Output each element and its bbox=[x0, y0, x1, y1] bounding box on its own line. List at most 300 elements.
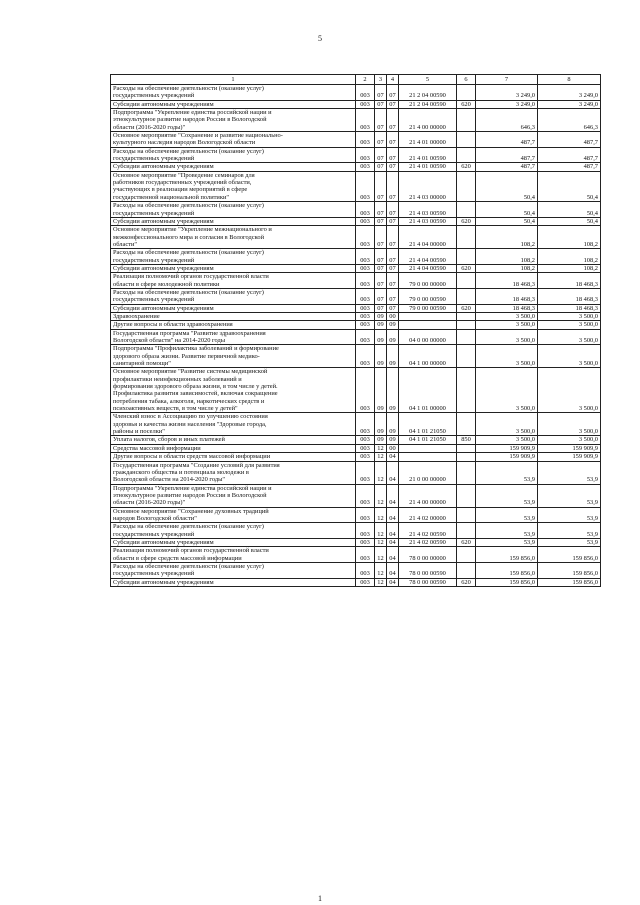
amount-2020-cell: 487,7 bbox=[538, 163, 601, 171]
admin-code-cell: 003 bbox=[356, 578, 375, 586]
amount-2019-cell: 159 856,0 bbox=[476, 547, 538, 563]
expense-type-cell: 620 bbox=[457, 163, 476, 171]
admin-code-cell: 003 bbox=[356, 217, 375, 225]
expense-type-cell: 620 bbox=[457, 100, 476, 108]
subsection-cell: 07 bbox=[387, 288, 399, 304]
target-article-cell: 78 0 00 00000 bbox=[399, 547, 457, 563]
amount-2019-cell: 108,2 bbox=[476, 249, 538, 265]
expense-type-cell bbox=[457, 288, 476, 304]
section-cell: 12 bbox=[375, 507, 387, 523]
table-row bbox=[111, 562, 601, 578]
subsection-cell: 09 bbox=[387, 436, 399, 444]
header-cell: 7 bbox=[476, 75, 538, 85]
target-article-cell bbox=[399, 453, 457, 461]
section-cell: 12 bbox=[375, 444, 387, 452]
admin-code-cell: 003 bbox=[356, 163, 375, 171]
amount-2019-cell: 3 500,0 bbox=[476, 321, 538, 329]
amount-2019-cell: 3 500,0 bbox=[476, 312, 538, 320]
admin-code-cell: 003 bbox=[356, 132, 375, 148]
table-row bbox=[111, 523, 601, 539]
expense-type-cell bbox=[457, 345, 476, 368]
section-cell: 07 bbox=[375, 226, 387, 249]
subsection-cell: 07 bbox=[387, 109, 399, 132]
target-article-cell: 21 4 01 00590 bbox=[399, 163, 457, 171]
admin-code-cell: 003 bbox=[356, 147, 375, 163]
section-cell: 07 bbox=[375, 217, 387, 225]
amount-2019-cell: 159 909,9 bbox=[476, 453, 538, 461]
subsection-cell: 04 bbox=[387, 547, 399, 563]
amount-2020-cell: 159 909,9 bbox=[538, 444, 601, 452]
target-article-cell: 21 4 04 00590 bbox=[399, 249, 457, 265]
amount-2020-cell: 3 249,0 bbox=[538, 85, 601, 101]
target-article-cell: 21 4 03 00000 bbox=[399, 171, 457, 201]
table-row bbox=[111, 163, 601, 171]
subsection-cell: 07 bbox=[387, 85, 399, 101]
admin-code-cell: 003 bbox=[356, 413, 375, 436]
table-row bbox=[111, 217, 601, 225]
subsection-cell: 07 bbox=[387, 147, 399, 163]
row-name-cell: Расходы на обеспечение деятельности (оказание услуг) государственных учреждений bbox=[111, 249, 356, 265]
section-cell: 07 bbox=[375, 273, 387, 289]
section-cell: 12 bbox=[375, 547, 387, 563]
section-cell: 07 bbox=[375, 171, 387, 201]
table-row bbox=[111, 453, 601, 461]
table-row bbox=[111, 538, 601, 546]
section-cell: 07 bbox=[375, 85, 387, 101]
row-name-cell: Расходы на обеспечение деятельности (оказание услуг) государственных учреждений bbox=[111, 147, 356, 163]
row-name-cell: Расходы на обеспечение деятельности (оказание услуг) государственных учреждений bbox=[111, 85, 356, 101]
table-row bbox=[111, 578, 601, 586]
section-cell: 07 bbox=[375, 109, 387, 132]
target-article-cell: 21 0 00 00000 bbox=[399, 461, 457, 484]
table-body bbox=[111, 85, 601, 587]
target-article-cell: 21 4 04 00590 bbox=[399, 264, 457, 272]
subsection-cell: 04 bbox=[387, 453, 399, 461]
target-article-cell: 79 0 00 00590 bbox=[399, 304, 457, 312]
amount-2020-cell: 53,9 bbox=[538, 538, 601, 546]
amount-2020-cell: 53,9 bbox=[538, 484, 601, 507]
row-name-cell: Субсидии автономным учреждениям bbox=[111, 163, 356, 171]
amount-2020-cell: 3 500,0 bbox=[538, 312, 601, 320]
amount-2019-cell: 487,7 bbox=[476, 147, 538, 163]
table-row bbox=[111, 368, 601, 413]
amount-2020-cell: 18 468,3 bbox=[538, 273, 601, 289]
expense-type-cell bbox=[457, 453, 476, 461]
amount-2019-cell: 3 500,0 bbox=[476, 368, 538, 413]
expense-type-cell: 620 bbox=[457, 264, 476, 272]
row-name-cell: Уплата налогов, сборов и иных платежей bbox=[111, 436, 356, 444]
expense-type-cell bbox=[457, 132, 476, 148]
target-article-cell: 04 1 01 00000 bbox=[399, 368, 457, 413]
subsection-cell: 04 bbox=[387, 578, 399, 586]
subsection-cell: 04 bbox=[387, 484, 399, 507]
expense-type-cell bbox=[457, 484, 476, 507]
subsection-cell: 04 bbox=[387, 507, 399, 523]
target-article-cell: 79 0 00 00590 bbox=[399, 288, 457, 304]
admin-code-cell: 003 bbox=[356, 507, 375, 523]
section-cell: 09 bbox=[375, 436, 387, 444]
expense-type-cell bbox=[457, 109, 476, 132]
admin-code-cell: 003 bbox=[356, 345, 375, 368]
expense-type-cell bbox=[457, 523, 476, 539]
amount-2019-cell: 3 500,0 bbox=[476, 329, 538, 345]
amount-2019-cell: 108,2 bbox=[476, 226, 538, 249]
expense-type-cell bbox=[457, 85, 476, 101]
amount-2020-cell: 53,9 bbox=[538, 461, 601, 484]
admin-code-cell: 003 bbox=[356, 85, 375, 101]
section-cell: 07 bbox=[375, 249, 387, 265]
target-article-cell: 21 4 00 00000 bbox=[399, 109, 457, 132]
amount-2019-cell: 3 249,0 bbox=[476, 85, 538, 101]
amount-2019-cell: 18 468,3 bbox=[476, 304, 538, 312]
admin-code-cell: 003 bbox=[356, 226, 375, 249]
amount-2020-cell: 50,4 bbox=[538, 171, 601, 201]
row-name-cell: Реализация полномочий органов государственной власти области в сфере средств массовой информации bbox=[111, 547, 356, 563]
expense-type-cell bbox=[457, 226, 476, 249]
row-name-cell: Расходы на обеспечение деятельности (оказание услуг) государственных учреждений bbox=[111, 202, 356, 218]
row-name-cell: Основное мероприятие "Развитие системы медицинской профилактики неинфекционных заболеваний и формирования здорового образа жизни, в том числе у детей. Профилактика развития зависимостей, включая сокращение потребления табака, алкоголя, наркотических средств и психоактивных веществ, в том числе у детей" bbox=[111, 368, 356, 413]
section-cell: 12 bbox=[375, 484, 387, 507]
admin-code-cell: 003 bbox=[356, 264, 375, 272]
target-article-cell: 21 4 02 00590 bbox=[399, 523, 457, 539]
section-cell: 12 bbox=[375, 453, 387, 461]
amount-2019-cell: 3 249,0 bbox=[476, 100, 538, 108]
admin-code-cell: 003 bbox=[356, 304, 375, 312]
row-name-cell: Расходы на обеспечение деятельности (оказание услуг) государственных учреждений bbox=[111, 288, 356, 304]
row-name-cell: Основное мероприятие "Сохранение духовных традиций народов Вологодской области" bbox=[111, 507, 356, 523]
row-name-cell: Основное мероприятие "Сохранение и развитие национально- культурного наследия народов Вологодской области bbox=[111, 132, 356, 148]
section-cell: 09 bbox=[375, 345, 387, 368]
amount-2019-cell: 3 500,0 bbox=[476, 436, 538, 444]
amount-2020-cell: 108,2 bbox=[538, 264, 601, 272]
header-cell: 3 bbox=[375, 75, 387, 85]
expense-type-cell bbox=[457, 147, 476, 163]
amount-2019-cell: 18 468,3 bbox=[476, 273, 538, 289]
table-header-row bbox=[111, 75, 601, 85]
amount-2020-cell: 53,9 bbox=[538, 523, 601, 539]
admin-code-cell: 003 bbox=[356, 368, 375, 413]
amount-2020-cell: 487,7 bbox=[538, 147, 601, 163]
subsection-cell: 07 bbox=[387, 217, 399, 225]
table-row bbox=[111, 507, 601, 523]
subsection-cell: 07 bbox=[387, 202, 399, 218]
row-name-cell: Основное мероприятие "Проведение семинаров для работников государственных учреждений области, участвующих в реализации мероприятий в сфере государственной национальной политики" bbox=[111, 171, 356, 201]
admin-code-cell: 003 bbox=[356, 321, 375, 329]
admin-code-cell: 003 bbox=[356, 484, 375, 507]
table-row bbox=[111, 461, 601, 484]
expense-type-cell bbox=[457, 413, 476, 436]
subsection-cell: 00 bbox=[387, 312, 399, 320]
target-article-cell bbox=[399, 312, 457, 320]
table-row bbox=[111, 413, 601, 436]
table-row bbox=[111, 321, 601, 329]
target-article-cell: 78 0 00 00590 bbox=[399, 562, 457, 578]
target-article-cell bbox=[399, 321, 457, 329]
section-cell: 09 bbox=[375, 321, 387, 329]
expense-type-cell: 620 bbox=[457, 217, 476, 225]
target-article-cell: 04 1 01 21050 bbox=[399, 413, 457, 436]
admin-code-cell: 003 bbox=[356, 202, 375, 218]
table-row bbox=[111, 264, 601, 272]
table-row bbox=[111, 109, 601, 132]
expense-type-cell bbox=[457, 171, 476, 201]
row-name-cell: Субсидии автономным учреждениям bbox=[111, 304, 356, 312]
admin-code-cell: 003 bbox=[356, 273, 375, 289]
section-cell: 12 bbox=[375, 578, 387, 586]
section-cell: 09 bbox=[375, 329, 387, 345]
admin-code-cell: 003 bbox=[356, 523, 375, 539]
subsection-cell: 09 bbox=[387, 329, 399, 345]
subsection-cell: 07 bbox=[387, 171, 399, 201]
expense-type-cell: 620 bbox=[457, 538, 476, 546]
expense-type-cell: 850 bbox=[457, 436, 476, 444]
expense-type-cell bbox=[457, 562, 476, 578]
amount-2019-cell: 159 909,9 bbox=[476, 444, 538, 452]
amount-2019-cell: 18 468,3 bbox=[476, 288, 538, 304]
section-cell: 07 bbox=[375, 163, 387, 171]
subsection-cell: 07 bbox=[387, 273, 399, 289]
row-name-cell: Субсидии автономным учреждениям bbox=[111, 217, 356, 225]
amount-2020-cell: 108,2 bbox=[538, 226, 601, 249]
amount-2020-cell: 18 468,3 bbox=[538, 288, 601, 304]
admin-code-cell: 003 bbox=[356, 436, 375, 444]
subsection-cell: 09 bbox=[387, 345, 399, 368]
amount-2019-cell: 108,2 bbox=[476, 264, 538, 272]
admin-code-cell: 003 bbox=[356, 100, 375, 108]
admin-code-cell: 003 bbox=[356, 444, 375, 452]
expense-type-cell bbox=[457, 368, 476, 413]
expense-type-cell: 620 bbox=[457, 578, 476, 586]
target-article-cell: 04 1 00 00000 bbox=[399, 345, 457, 368]
amount-2019-cell: 487,7 bbox=[476, 132, 538, 148]
expense-type-cell: 620 bbox=[457, 304, 476, 312]
row-name-cell: Реализация полномочий органов государственной власти области в сфере молодежной политики bbox=[111, 273, 356, 289]
target-article-cell: 21 4 00 00000 bbox=[399, 484, 457, 507]
amount-2020-cell: 3 249,0 bbox=[538, 100, 601, 108]
subsection-cell: 07 bbox=[387, 163, 399, 171]
subsection-cell: 07 bbox=[387, 304, 399, 312]
row-name-cell: Другие вопросы в области средств массовой информации bbox=[111, 453, 356, 461]
section-cell: 12 bbox=[375, 461, 387, 484]
admin-code-cell: 003 bbox=[356, 249, 375, 265]
section-cell: 07 bbox=[375, 288, 387, 304]
target-article-cell: 21 4 03 00590 bbox=[399, 217, 457, 225]
table-row bbox=[111, 304, 601, 312]
amount-2020-cell: 3 500,0 bbox=[538, 368, 601, 413]
row-name-cell: Подпрограмма "Укрепление единства российской нации и этнокультурное развитие народов России в Вологодской области (2016-2020 годы)" bbox=[111, 484, 356, 507]
section-cell: 07 bbox=[375, 202, 387, 218]
target-article-cell: 21 4 01 00590 bbox=[399, 147, 457, 163]
subsection-cell: 07 bbox=[387, 100, 399, 108]
amount-2019-cell: 3 500,0 bbox=[476, 345, 538, 368]
amount-2020-cell: 3 500,0 bbox=[538, 345, 601, 368]
page-number: 5 bbox=[318, 34, 322, 43]
target-article-cell: 79 0 00 00000 bbox=[399, 273, 457, 289]
target-article-cell: 04 1 01 21050 bbox=[399, 436, 457, 444]
amount-2020-cell: 108,2 bbox=[538, 249, 601, 265]
target-article-cell: 78 0 00 00590 bbox=[399, 578, 457, 586]
row-name-cell: Расходы на обеспечение деятельности (оказание услуг) государственных учреждений bbox=[111, 523, 356, 539]
table-row bbox=[111, 85, 601, 101]
table-row bbox=[111, 312, 601, 320]
table-row bbox=[111, 249, 601, 265]
header-cell: 1 bbox=[111, 75, 356, 85]
amount-2020-cell: 159 856,0 bbox=[538, 547, 601, 563]
target-article-cell: 21 4 03 00590 bbox=[399, 202, 457, 218]
footer-mark: 1 bbox=[318, 894, 322, 903]
section-cell: 07 bbox=[375, 132, 387, 148]
admin-code-cell: 003 bbox=[356, 171, 375, 201]
amount-2020-cell: 50,4 bbox=[538, 217, 601, 225]
row-name-cell: Средства массовой информации bbox=[111, 444, 356, 452]
table-row bbox=[111, 484, 601, 507]
amount-2020-cell: 3 500,0 bbox=[538, 329, 601, 345]
row-name-cell: Государственная программа "Создание условий для развития гражданского общества и потенциала молодежи в Вологодской области на 2014-2020 годы" bbox=[111, 461, 356, 484]
amount-2020-cell: 3 500,0 bbox=[538, 321, 601, 329]
expense-type-cell bbox=[457, 329, 476, 345]
subsection-cell: 04 bbox=[387, 538, 399, 546]
amount-2019-cell: 53,9 bbox=[476, 484, 538, 507]
target-article-cell: 21 2 04 00590 bbox=[399, 100, 457, 108]
amount-2019-cell: 50,4 bbox=[476, 217, 538, 225]
table-row bbox=[111, 132, 601, 148]
section-cell: 07 bbox=[375, 100, 387, 108]
amount-2019-cell: 159 856,0 bbox=[476, 562, 538, 578]
row-name-cell: Подпрограмма "Профилактика заболеваний и формирование здорового образа жизни. Развитие первичной медико- санитарной помощи" bbox=[111, 345, 356, 368]
amount-2020-cell: 50,4 bbox=[538, 202, 601, 218]
target-article-cell: 21 4 02 00590 bbox=[399, 538, 457, 546]
amount-2020-cell: 3 500,0 bbox=[538, 413, 601, 436]
admin-code-cell: 003 bbox=[356, 329, 375, 345]
header-cell: 2 bbox=[356, 75, 375, 85]
amount-2020-cell: 646,3 bbox=[538, 109, 601, 132]
budget-table bbox=[110, 74, 601, 587]
row-name-cell: Субсидии автономным учреждениям bbox=[111, 538, 356, 546]
section-cell: 09 bbox=[375, 413, 387, 436]
amount-2019-cell: 3 500,0 bbox=[476, 413, 538, 436]
header-cell: 8 bbox=[538, 75, 601, 85]
header-cell: 6 bbox=[457, 75, 476, 85]
amount-2019-cell: 159 856,0 bbox=[476, 578, 538, 586]
row-name-cell: Субсидии автономным учреждениям bbox=[111, 100, 356, 108]
target-article-cell: 21 4 01 00000 bbox=[399, 132, 457, 148]
amount-2020-cell: 487,7 bbox=[538, 132, 601, 148]
amount-2020-cell: 3 500,0 bbox=[538, 436, 601, 444]
subsection-cell: 07 bbox=[387, 249, 399, 265]
subsection-cell: 07 bbox=[387, 264, 399, 272]
row-name-cell: Подпрограмма "Укрепление единства российской нации и этнокультурное развитие народов России в Вологодской области (2016-2020 годы)" bbox=[111, 109, 356, 132]
amount-2020-cell: 53,9 bbox=[538, 507, 601, 523]
row-name-cell: Основное мероприятие "Укрепление межнационального и межконфессионального мира и согласия в Вологодской области" bbox=[111, 226, 356, 249]
expense-type-cell bbox=[457, 202, 476, 218]
subsection-cell: 04 bbox=[387, 523, 399, 539]
admin-code-cell: 003 bbox=[356, 288, 375, 304]
table-row bbox=[111, 329, 601, 345]
section-cell: 09 bbox=[375, 368, 387, 413]
target-article-cell: 04 0 00 00000 bbox=[399, 329, 457, 345]
amount-2019-cell: 53,9 bbox=[476, 461, 538, 484]
header-cell: 5 bbox=[399, 75, 457, 85]
amount-2020-cell: 18 468,3 bbox=[538, 304, 601, 312]
admin-code-cell: 003 bbox=[356, 109, 375, 132]
subsection-cell: 07 bbox=[387, 132, 399, 148]
subsection-cell: 09 bbox=[387, 321, 399, 329]
amount-2019-cell: 50,4 bbox=[476, 202, 538, 218]
expense-type-cell bbox=[457, 547, 476, 563]
expense-type-cell bbox=[457, 249, 476, 265]
subsection-cell: 09 bbox=[387, 368, 399, 413]
admin-code-cell: 003 bbox=[356, 461, 375, 484]
expense-type-cell bbox=[457, 312, 476, 320]
admin-code-cell: 003 bbox=[356, 562, 375, 578]
row-name-cell: Другие вопросы в области здравоохранения bbox=[111, 321, 356, 329]
row-name-cell: Расходы на обеспечение деятельности (оказание услуг) государственных учреждений bbox=[111, 562, 356, 578]
table-row bbox=[111, 226, 601, 249]
subsection-cell: 00 bbox=[387, 444, 399, 452]
expense-type-cell bbox=[457, 507, 476, 523]
table-row bbox=[111, 288, 601, 304]
amount-2020-cell: 159 856,0 bbox=[538, 578, 601, 586]
admin-code-cell: 003 bbox=[356, 453, 375, 461]
subsection-cell: 09 bbox=[387, 413, 399, 436]
table-row bbox=[111, 345, 601, 368]
target-article-cell bbox=[399, 444, 457, 452]
table-row bbox=[111, 171, 601, 201]
amount-2019-cell: 53,9 bbox=[476, 538, 538, 546]
section-cell: 12 bbox=[375, 562, 387, 578]
target-article-cell: 21 2 04 00590 bbox=[399, 85, 457, 101]
target-article-cell: 21 4 04 00000 bbox=[399, 226, 457, 249]
amount-2019-cell: 53,9 bbox=[476, 523, 538, 539]
subsection-cell: 04 bbox=[387, 562, 399, 578]
subsection-cell: 07 bbox=[387, 226, 399, 249]
table-row bbox=[111, 100, 601, 108]
row-name-cell: Субсидии автономным учреждениям bbox=[111, 578, 356, 586]
expense-type-cell bbox=[457, 273, 476, 289]
expense-type-cell bbox=[457, 321, 476, 329]
amount-2019-cell: 646,3 bbox=[476, 109, 538, 132]
table-row bbox=[111, 202, 601, 218]
amount-2020-cell: 159 856,0 bbox=[538, 562, 601, 578]
subsection-cell: 04 bbox=[387, 461, 399, 484]
section-cell: 07 bbox=[375, 304, 387, 312]
row-name-cell: Здравоохранение bbox=[111, 312, 356, 320]
table-row bbox=[111, 147, 601, 163]
amount-2019-cell: 53,9 bbox=[476, 507, 538, 523]
row-name-cell: Членский взнос в Ассоциацию по улучшению состояния здоровья и качества жизни населения "Здоровые города, районы и поселки" bbox=[111, 413, 356, 436]
table-row bbox=[111, 436, 601, 444]
amount-2019-cell: 487,7 bbox=[476, 163, 538, 171]
table-row bbox=[111, 547, 601, 563]
section-cell: 07 bbox=[375, 264, 387, 272]
table-row bbox=[111, 273, 601, 289]
row-name-cell: Субсидии автономным учреждениям bbox=[111, 264, 356, 272]
target-article-cell: 21 4 02 00000 bbox=[399, 507, 457, 523]
header-cell: 4 bbox=[387, 75, 399, 85]
admin-code-cell: 003 bbox=[356, 547, 375, 563]
section-cell: 12 bbox=[375, 538, 387, 546]
amount-2020-cell: 159 909,9 bbox=[538, 453, 601, 461]
admin-code-cell: 003 bbox=[356, 538, 375, 546]
row-name-cell: Государственная программа "Развитие здравоохранения Вологодской области" на 2014-2020 годы bbox=[111, 329, 356, 345]
expense-type-cell bbox=[457, 461, 476, 484]
section-cell: 12 bbox=[375, 523, 387, 539]
section-cell: 07 bbox=[375, 147, 387, 163]
expense-type-cell bbox=[457, 444, 476, 452]
admin-code-cell: 003 bbox=[356, 312, 375, 320]
table-row bbox=[111, 444, 601, 452]
amount-2019-cell: 50,4 bbox=[476, 171, 538, 201]
